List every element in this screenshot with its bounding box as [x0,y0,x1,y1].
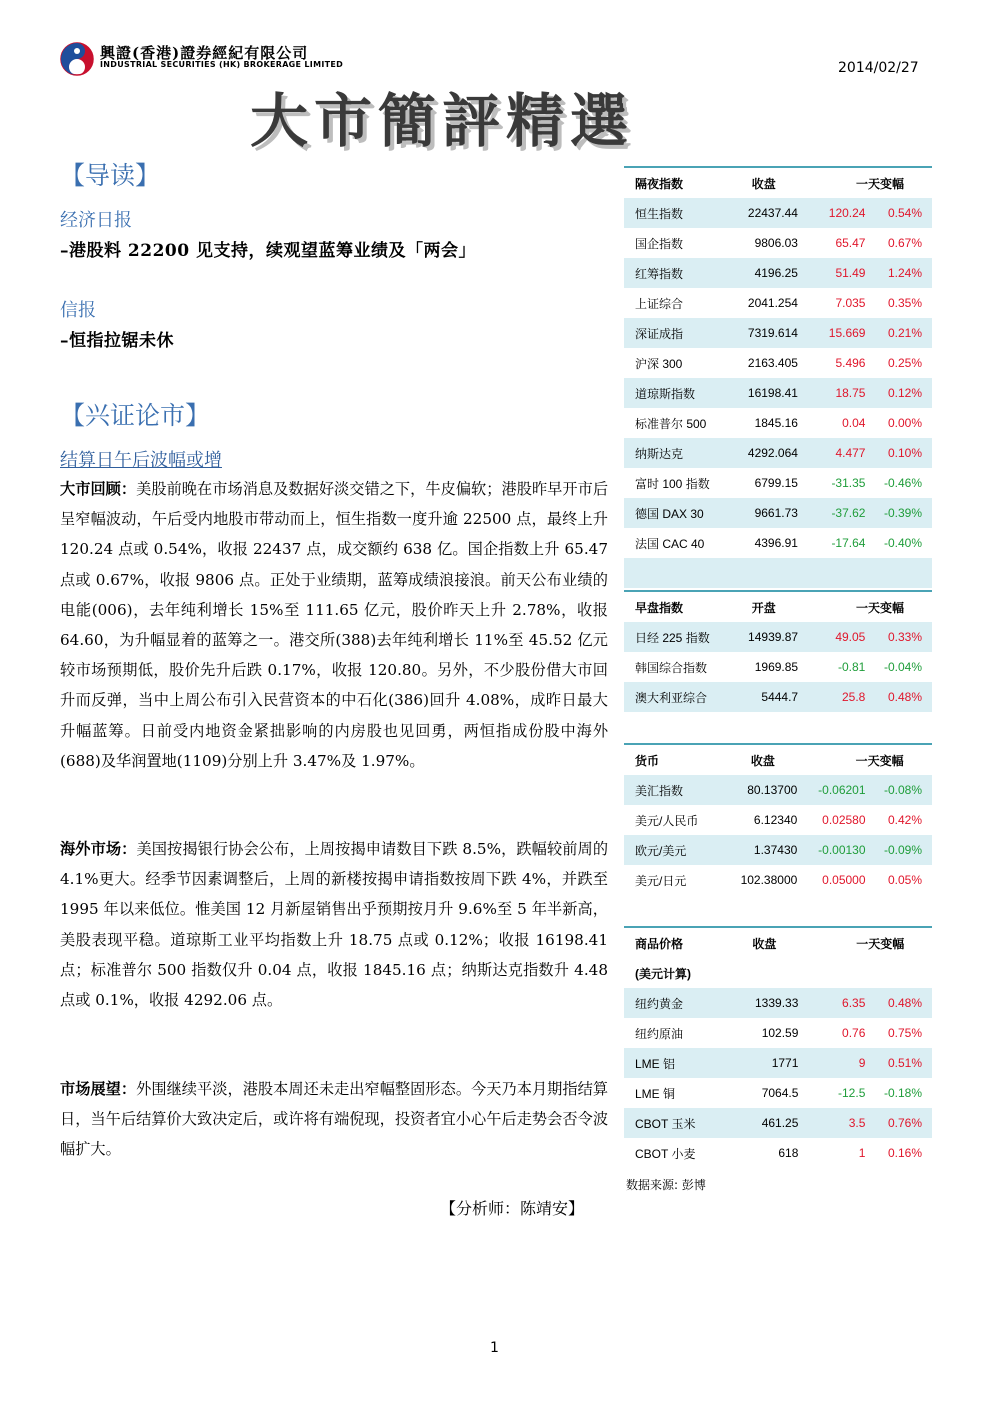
row-change-pct-cell: 0.67% [865,228,932,258]
row-close-cell: 4292.064 [729,438,798,468]
overnight-index-table [624,166,932,588]
row-close-cell: 618 [730,1138,798,1168]
paragraph-label: 海外市场 [60,840,122,858]
table-row [624,865,932,895]
row-change-cell: 3.5 [798,1108,865,1138]
row-close-cell: 22437.44 [729,198,798,228]
row-change-pct-cell: 0.10% [865,438,932,468]
page-title: 大市簡評精選 [250,87,635,155]
row-change-pct-cell: 0.48% [865,682,932,712]
paragraph-text: 外围继续平淡，港股本周还未走出窄幅整固形态。今天乃本月期指结算日，当午后结算价大致决定后，或许将有端倪现，投资者宜小心午后走势会否令波幅扩大。 [60,1080,609,1159]
row-change-cell: -37.62 [798,498,866,528]
row-name-cell: 美汇指数 [624,775,728,805]
table-row [624,652,932,682]
row-close-cell: 2163.405 [729,348,798,378]
row-change-pct-cell: 0.51% [865,1048,932,1078]
table-header-cell: 一天变幅 [798,927,932,958]
row-change-pct-cell: 1.24% [865,258,932,288]
table-row [624,682,932,712]
paragraph-label: 市场展望 [60,1080,121,1098]
guide-source-line: –恒指拉锯未休 [60,331,174,351]
row-change-cell: 18.75 [798,378,866,408]
row-change-pct-cell: -0.46% [865,468,932,498]
row-close-cell: 6.12340 [728,805,797,835]
table-row [624,988,932,1018]
row-close-cell: 1845.16 [729,408,798,438]
row-name-cell: LME 铜 [624,1078,730,1108]
row-change-cell: -0.00130 [797,835,865,865]
row-change-pct-cell: 0.42% [866,805,932,835]
row-close-cell: 14939.87 [729,622,798,652]
row-close-cell: 80.13700 [728,775,797,805]
row-change-cell: -17.64 [798,528,866,558]
table-header-cell: 货币 [624,744,728,775]
row-change-pct-cell: -0.18% [865,1078,932,1108]
row-name-cell: CBOT 小麦 [624,1138,730,1168]
row-name-cell: 美元/人民币 [624,805,728,835]
row-name-cell: 美元/日元 [624,865,728,895]
table-row [624,318,932,348]
row-close-cell: 7064.5 [730,1078,798,1108]
row-name-cell: 欧元/美元 [624,835,728,865]
table-row [624,498,932,528]
paragraph-label-sep: ： [120,1080,137,1098]
row-close-cell: 1969.85 [729,652,798,682]
table-row [624,468,932,498]
table-row [624,1048,932,1078]
table-row [624,198,932,228]
row-change-cell: 120.24 [798,198,866,228]
row-close-cell: 9661.73 [729,498,798,528]
row-name-cell: 法国 CAC 40 [624,528,729,558]
row-change-pct-cell: 0.76% [865,1108,932,1138]
row-name-cell: 德国 DAX 30 [624,498,729,528]
row-name-cell: 澳大利亚综合 [624,682,729,712]
row-name-cell: 标准普尔 500 [624,408,729,438]
row-change-cell: 1 [798,1138,865,1168]
row-change-pct-cell: 0.21% [865,318,932,348]
row-name-cell: 沪深 300 [624,348,729,378]
row-name-cell: 国企指数 [624,228,729,258]
row-change-cell: 0.05000 [797,865,865,895]
table-subheader-row [624,958,932,988]
row-change-pct-cell: 0.75% [865,1018,932,1048]
table-row [624,408,932,438]
row-close-cell: 2041.254 [729,288,798,318]
table-header-cell: 一天变幅 [798,591,932,622]
guide-heading: 【导读】 [60,161,161,190]
table-header-row [624,167,932,198]
table-row [624,805,932,835]
row-name-cell: 纽约原油 [624,1018,730,1048]
row-close-cell: 4396.91 [729,528,798,558]
table-header-row [624,744,932,775]
row-close-cell: 1339.33 [730,988,798,1018]
table-header-cell: 一天变幅 [797,744,932,775]
row-change-pct-cell: 0.00% [865,408,932,438]
row-change-pct-cell: 0.33% [865,622,932,652]
paragraph-text: 美股前晚在市场消息及数据好淡交错之下，牛皮偏软；港股昨早开市后呈窄幅波动，午后受内地股市带动而上，恒生指数一度升逾 22500 点，最终上升 120.24 点或 0.54%，收报 22437 点，成交额约 638 亿。国企指数上升 65.47 点或 0.67%，收报 9806 点。正处于业绩期，蓝筹成绩浪接浪。前天公布业绩的电能(006)，去年纯利增长 15%至 111.65 亿元，股价昨天上升 2.78%，收报 64.60，为升幅显着的蓝筹之一。港交所(388)去年纯利增长 11%至 45.52 亿元较市场预期低，股价先升后跌 0.17%，收报 120.80。另外，不少股份借大市回升而反弹，当中上周公布引入民营资本的中石化(386)回升 4.08%，成昨日最大升幅蓝筹。日前受内地资金紧拙影响的内房股也见回勇，两恒指成份股中海外(688)及华润置地(1109)分别上升 3.47%及 1.97%。 [60,480,609,770]
table-header-cell: 收盘 [728,744,797,775]
row-change-cell: 25.8 [798,682,865,712]
guide-source-line: –港股料 22200 见支持，续观望蓝筹业绩及「两会」 [60,241,476,261]
row-change-cell: -31.35 [798,468,866,498]
row-change-cell: 49.05 [798,622,865,652]
row-change-pct-cell: -0.04% [865,652,932,682]
company-logo-icon [60,42,94,76]
table-row [624,835,932,865]
page-number: 1 [490,1340,499,1356]
row-change-pct-cell: 0.16% [865,1138,932,1168]
row-close-cell: 461.25 [730,1108,798,1138]
paragraph-label-sep: ： [120,480,137,498]
row-close-cell: 4196.25 [729,258,798,288]
table-blank-row [624,558,932,588]
row-close-cell: 102.38000 [728,865,797,895]
row-change-cell: -0.81 [798,652,865,682]
row-name-cell: 道琼斯指数 [624,378,729,408]
row-change-cell: 0.76 [798,1018,865,1048]
row-name-cell: 深证成指 [624,318,729,348]
paragraph-overseas-market [60,834,608,1015]
row-change-cell: 0.02580 [797,805,865,835]
article-title: 结算日午后波幅或增 [60,450,222,471]
row-close-cell: 102.59 [730,1018,798,1048]
row-name-cell: 纽约黄金 [624,988,730,1018]
row-close-cell: 1.37430 [728,835,797,865]
paragraph-label: 大市回顾 [60,480,121,498]
row-change-pct-cell: 0.35% [865,288,932,318]
table-row [624,528,932,558]
table-header-cell: 一天变幅 [798,167,932,198]
row-name-cell: LME 铝 [624,1048,730,1078]
row-name-cell: 红筹指数 [624,258,729,288]
paragraph-market-outlook [60,1074,608,1165]
row-change-cell: 51.49 [798,258,866,288]
row-change-pct-cell: 0.05% [866,865,932,895]
table-row [624,348,932,378]
table-header-cell: 收盘 [730,927,798,958]
row-close-cell: 6799.15 [729,468,798,498]
table-header-cell: 隔夜指数 [624,167,729,198]
row-close-cell: 1771 [730,1048,798,1078]
paragraph-label-sep: ： [121,840,137,858]
row-change-cell: 4.477 [798,438,866,468]
table-subheader-cell: (美元计算) [624,958,932,988]
row-change-pct-cell: 0.12% [865,378,932,408]
table-header-row [624,927,932,958]
row-change-pct-cell: -0.39% [865,498,932,528]
row-change-pct-cell: -0.40% [865,528,932,558]
row-name-cell: 上证综合 [624,288,729,318]
table-header-cell: 收盘 [729,167,798,198]
row-change-cell: 9 [798,1048,865,1078]
table-row [624,1138,932,1168]
row-change-pct-cell: 0.25% [865,348,932,378]
guide-source-title: 经济日报 [60,210,132,231]
table-row [624,622,932,652]
row-name-cell: 恒生指数 [624,198,729,228]
row-close-cell: 9806.03 [729,228,798,258]
row-close-cell: 7319.614 [729,318,798,348]
table-row [624,258,932,288]
row-name-cell: 韩国综合指数 [624,652,729,682]
row-change-cell: 0.04 [798,408,866,438]
report-date: 2014/02/27 [838,60,919,76]
table-row [624,1078,932,1108]
row-change-pct-cell: -0.09% [866,835,932,865]
row-change-cell: 7.035 [798,288,866,318]
table-row [624,288,932,318]
row-name-cell: 纳斯达克 [624,438,729,468]
table-header-cell: 开盘 [729,591,798,622]
row-close-cell: 16198.41 [729,378,798,408]
row-name-cell: 富时 100 指数 [624,468,729,498]
row-name-cell: 日经 225 指数 [624,622,729,652]
table-header-row [624,591,932,622]
row-change-cell: 65.47 [798,228,866,258]
guide-source-title: 信报 [60,300,96,321]
table-blank-cell [624,558,932,588]
analyst-name: 【分析师：陈靖安】 [440,1199,585,1218]
table-header-cell: 早盘指数 [624,591,729,622]
paragraph-market-review [60,474,608,776]
table-row [624,775,932,805]
row-name-cell: CBOT 玉米 [624,1108,730,1138]
commentary-heading: 【兴证论市】 [60,401,211,430]
paragraph-text: 美国按揭银行协会公布，上周按揭申请数目下跌 8.5%，跌幅较前周的 4.1%更大。经季节因素调整后，上周的新楼按揭申请指数按周下跌 4%，并跌至 1995 年以来低位。惟美国 12 月新屋销售出乎预期按月升 9.6%至 5 年半新高，美股表现平稳。道琼斯工业平均指数上升 18.75 点或 0.12%；收报 16198.41 点；标准普尔 500 指数仅升 0.04 点，收报 1845.16 点；纳斯达克指数升 4.48 点或 0.1%，收报 4292.06 点。 [60,840,609,1010]
row-change-cell: 5.496 [798,348,866,378]
table-row [624,438,932,468]
company-name-cn: 興證(香港)證券經紀有限公司 [100,44,309,62]
currency-table [624,743,932,895]
row-change-cell: 6.35 [798,988,865,1018]
table-row [624,228,932,258]
commodity-price-table [624,926,932,1168]
row-change-cell: 15.669 [798,318,866,348]
morning-index-table [624,590,932,712]
table-row [624,1018,932,1048]
row-change-cell: -12.5 [798,1078,865,1108]
table-row [624,378,932,408]
table-header-cell: 商品价格 [624,927,730,958]
company-name-en: INDUSTRIAL SECURITIES (HK) BROKERAGE LIMITED [100,60,344,69]
data-source-note: 数据来源: 彭博 [626,1178,706,1192]
row-close-cell: 5444.7 [729,682,798,712]
row-change-pct-cell: 0.54% [865,198,932,228]
table-row [624,1108,932,1138]
row-change-pct-cell: 0.48% [865,988,932,1018]
row-change-cell: -0.06201 [797,775,865,805]
row-change-pct-cell: -0.08% [866,775,932,805]
